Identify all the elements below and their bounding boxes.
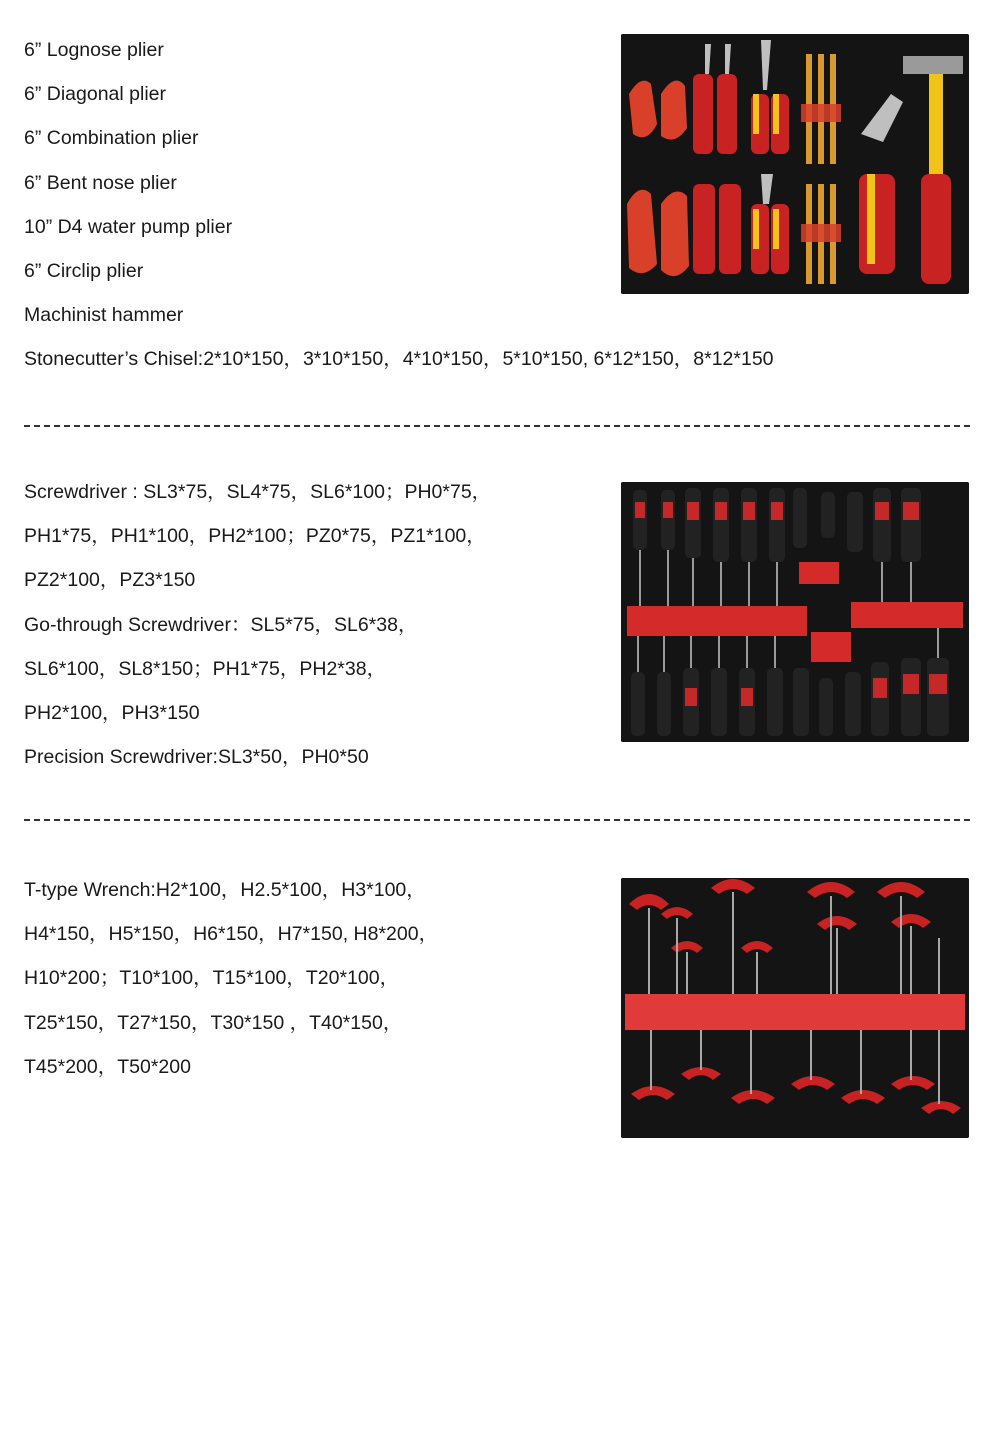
- section-divider: [24, 425, 970, 427]
- text-line: SL6*100，SL8*150；PH1*75，PH2*38，: [24, 657, 387, 680]
- text-line: T45*200，T50*200: [24, 1055, 191, 1078]
- pliers-text-list: [24, 28, 774, 382]
- text-line: T-type Wrench:H2*100，H2.5*100，H3*100，: [24, 879, 426, 901]
- t-wrench-text-list: [24, 868, 604, 1089]
- pliers-tray-photo: [621, 34, 969, 294]
- text-line: 6” Diagonal plier: [24, 83, 166, 106]
- text-line: Screwdriver : SL3*75，SL4*75，SL6*100；PH0*75，: [24, 481, 492, 503]
- text-line: PH1*75，PH1*100，PH2*100；PZ0*75，PZ1*100，: [24, 525, 486, 548]
- text-line: H10*200；T10*100，T15*100，T20*100，: [24, 967, 400, 990]
- text-line: PH2*100，PH3*150: [24, 701, 200, 724]
- text-line: 6” Circlip plier: [24, 259, 144, 282]
- pliers-tray-illustration: [621, 34, 969, 294]
- t-wrench-tray-photo: [621, 878, 969, 1138]
- text-line: Go-through Screwdriver：SL5*75，SL6*38，: [24, 613, 418, 636]
- text-line: 6” Combination plier: [24, 127, 199, 150]
- text-line: 6” Bent nose plier: [24, 171, 177, 194]
- section-divider: [24, 819, 970, 821]
- text-line: 10” D4 water pump plier: [24, 215, 233, 238]
- text-line: H4*150，H5*150，H6*150，H7*150, H8*200，: [24, 923, 439, 946]
- text-line: Machinist hammer: [24, 304, 184, 327]
- text-line: Precision Screwdriver:SL3*50，PH0*50: [24, 746, 369, 769]
- screwdrivers-text-list: [24, 470, 604, 779]
- text-line: T25*150，T27*150，T30*150 ，T40*150，: [24, 1011, 403, 1034]
- text-line: Stonecutter’s Chisel:2*10*150，3*10*150，4*10*150，5*10*150, 6*12*150，8*12*150: [24, 348, 774, 371]
- screwdrivers-tray-illustration: [621, 482, 969, 742]
- screwdrivers-tray-photo: [621, 482, 969, 742]
- text-line: 6” Lognose plier: [24, 39, 164, 61]
- text-line: PZ2*100，PZ3*150: [24, 569, 196, 592]
- t-wrench-tray-illustration: [621, 878, 969, 1138]
